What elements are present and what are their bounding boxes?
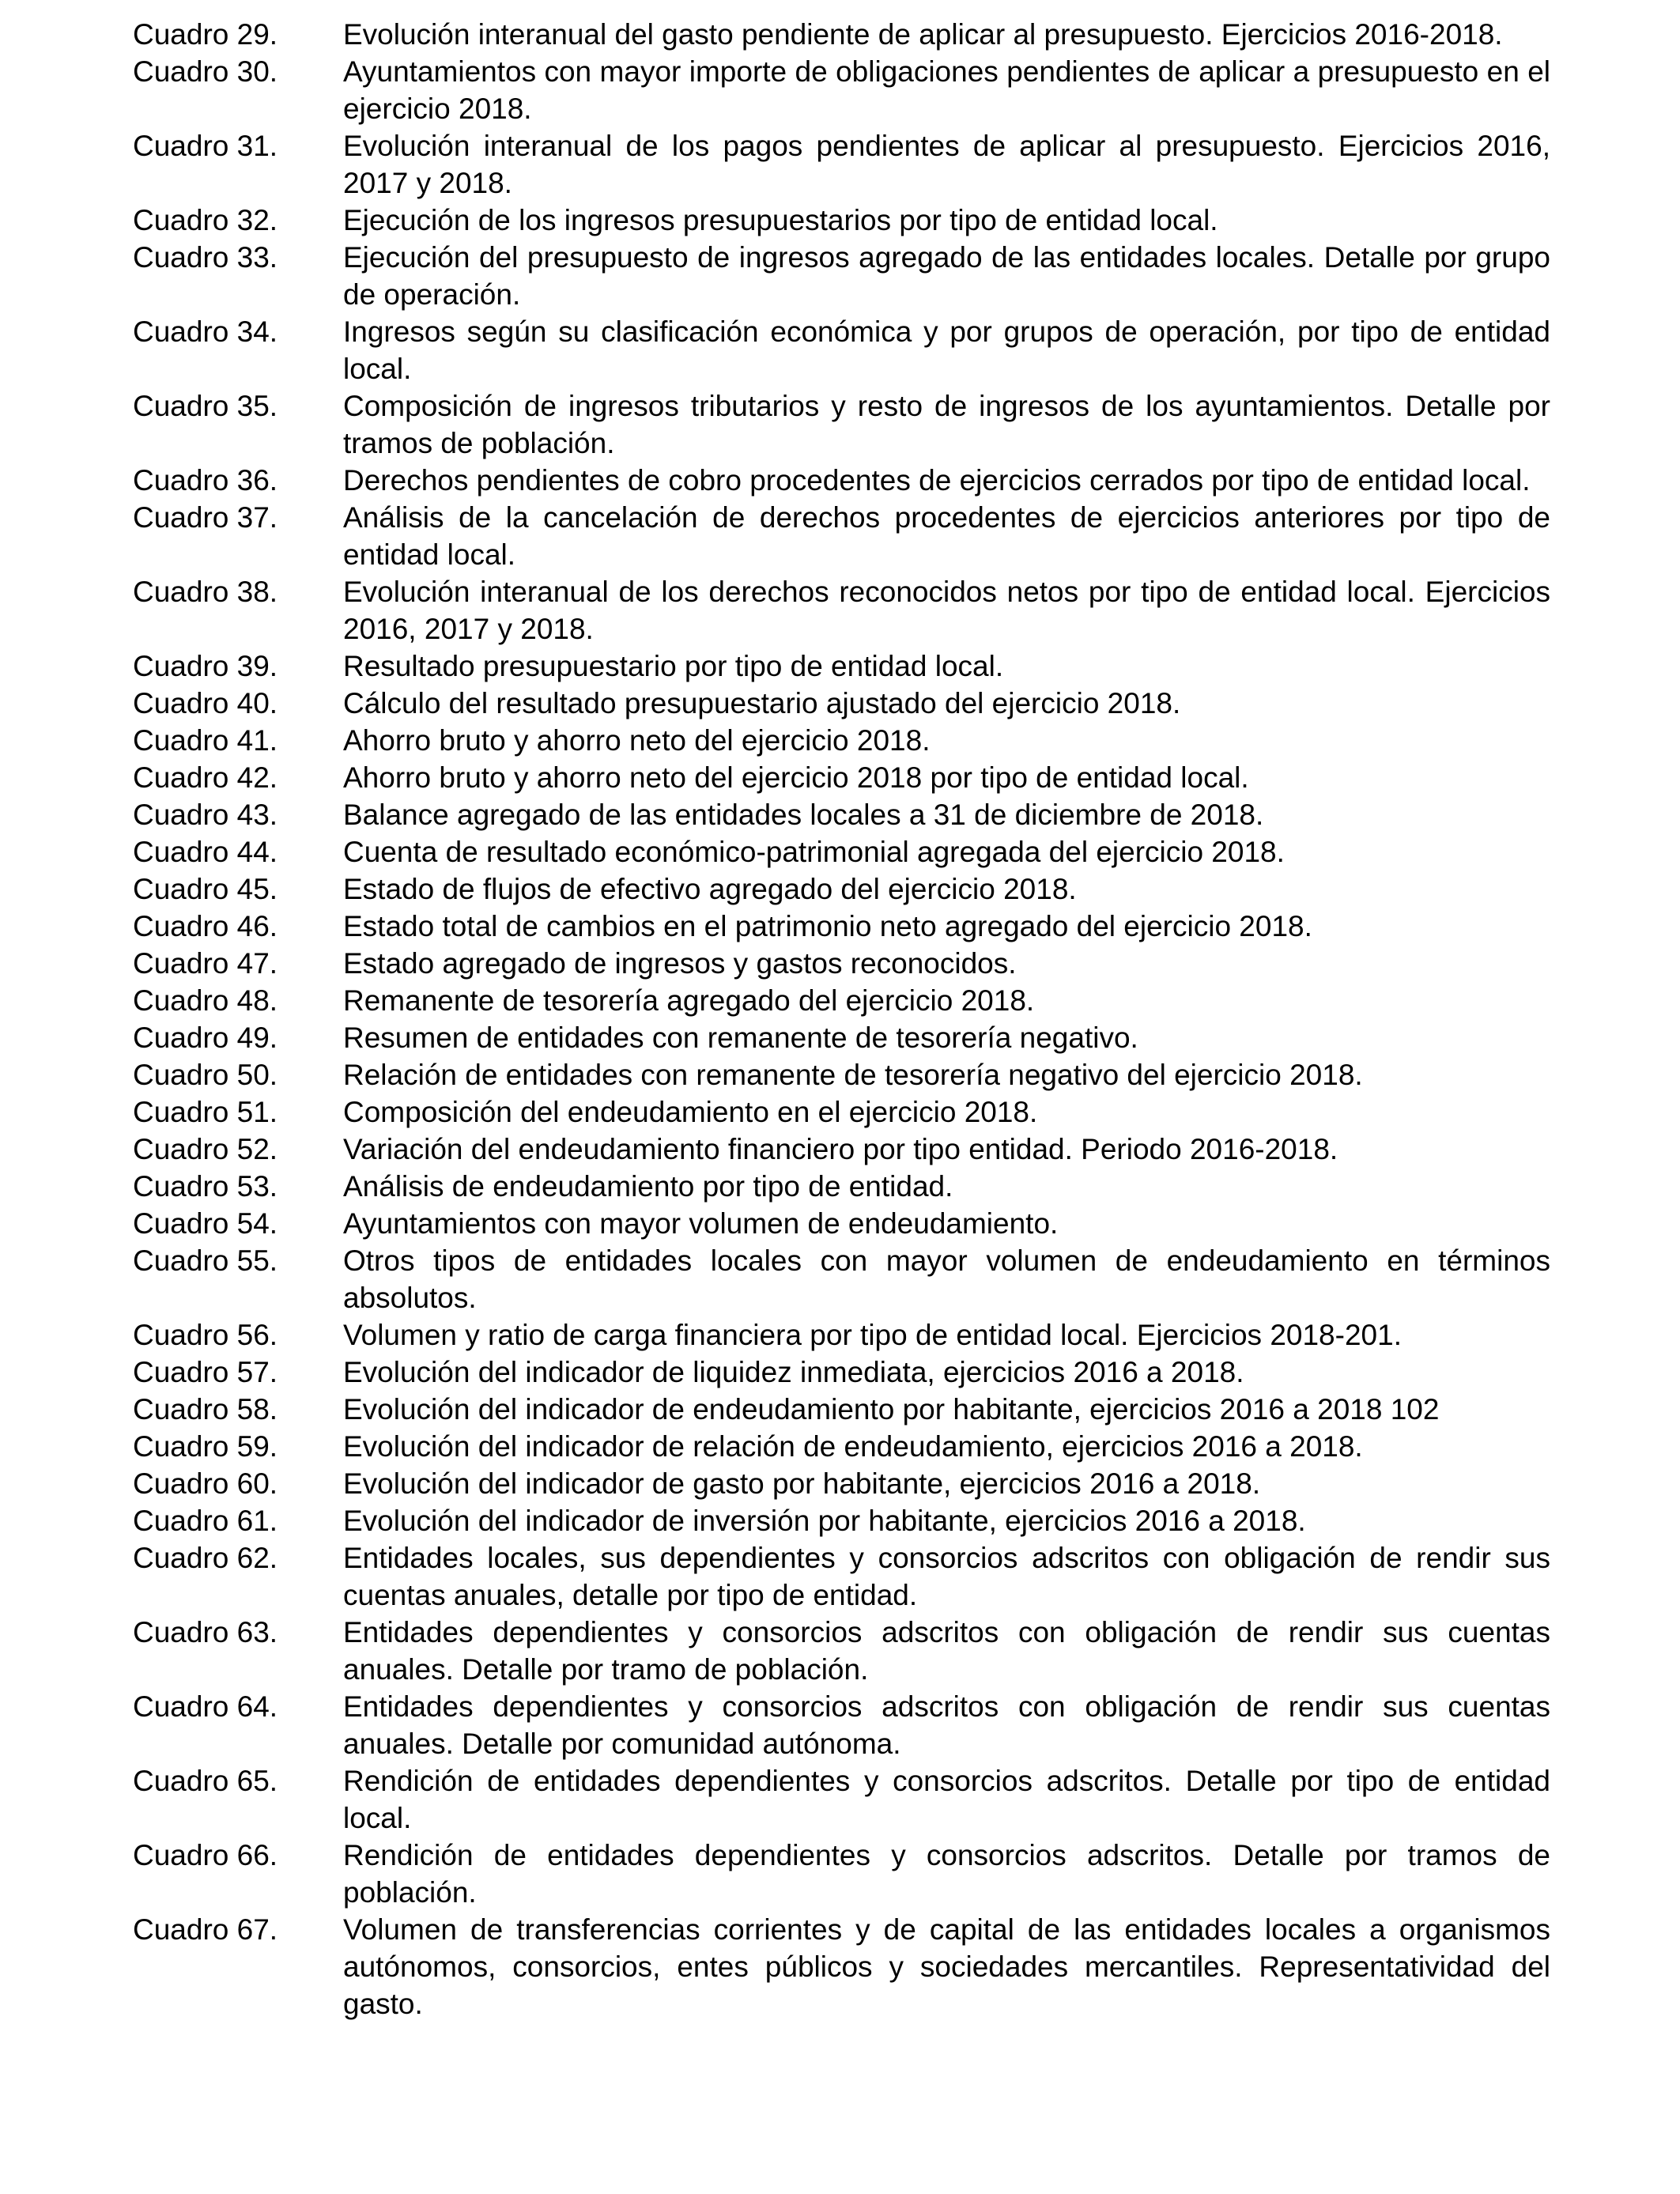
toc-entry [133, 685, 1550, 722]
toc-entry-label: Cuadro 65. [133, 1765, 278, 1797]
toc-entry [133, 722, 1550, 759]
toc-entry-title: Otros tipos de entidades locales con mayor volumen de endeudamiento en términos absolutos. [343, 1244, 1550, 1314]
toc-entry [133, 1502, 1550, 1539]
toc-entry-label: Cuadro 67. [133, 1913, 278, 1946]
toc-entry-title: Ayuntamientos con mayor importe de obligaciones pendientes de aplicar a presupuesto en el ejercicio 2018. [343, 55, 1550, 125]
toc-entry-label: Cuadro 32. [133, 204, 278, 236]
toc-entry [133, 53, 1550, 127]
toc-entry-label: Cuadro 44. [133, 836, 278, 868]
toc-entry-title: Evolución del indicador de liquidez inmediata, ejercicios 2016 a 2018. [343, 1356, 1244, 1388]
toc-entry [133, 1911, 1550, 2022]
toc-entry [133, 648, 1550, 685]
toc-entry-label: Cuadro 57. [133, 1356, 278, 1388]
toc-entry-label: Cuadro 63. [133, 1616, 278, 1648]
toc-entry-title: Ahorro bruto y ahorro neto del ejercicio 2018 por tipo de entidad local. [343, 761, 1249, 794]
toc-entry-title: Rendición de entidades dependientes y consorcios adscritos. Detalle por tipo de entidad local. [343, 1765, 1550, 1834]
toc-entry-label: Cuadro 59. [133, 1430, 278, 1463]
toc-entry-title: Derechos pendientes de cobro procedentes de ejercicios cerrados por tipo de entidad local. [343, 464, 1531, 497]
table-index-list [133, 16, 1550, 2022]
toc-entry [133, 796, 1550, 833]
toc-entry [133, 870, 1550, 908]
toc-entry-title: Variación del endeudamiento financiero por tipo entidad. Periodo 2016-2018. [343, 1133, 1338, 1165]
toc-entry [133, 1837, 1550, 1911]
toc-entry [133, 1205, 1550, 1242]
toc-entry-title: Volumen de transferencias corrientes y de capital de las entidades locales a organismos autónomos, consorcios, entes públicos y sociedades mercantiles. Representatividad del gasto. [343, 1913, 1550, 2020]
toc-entry-title: Composición de ingresos tributarios y resto de ingresos de los ayuntamientos. Detalle por tramos de población. [343, 390, 1550, 459]
toc-entry-label: Cuadro 45. [133, 873, 278, 905]
toc-entry [133, 239, 1550, 313]
toc-entry-label: Cuadro 35. [133, 390, 278, 422]
toc-entry [133, 1316, 1550, 1354]
toc-entry [133, 1242, 1550, 1316]
toc-entry-label: Cuadro 29. [133, 18, 278, 51]
toc-entry [133, 833, 1550, 870]
toc-entry-title: Ahorro bruto y ahorro neto del ejercicio 2018. [343, 724, 931, 757]
toc-entry-title: Análisis de endeudamiento por tipo de entidad. [343, 1170, 953, 1203]
toc-entry-label: Cuadro 49. [133, 1021, 278, 1054]
toc-entry [133, 127, 1550, 202]
toc-entry-title: Evolución del indicador de inversión por habitante, ejercicios 2016 a 2018. [343, 1505, 1306, 1537]
toc-entry-label: Cuadro 42. [133, 761, 278, 794]
toc-entry [133, 313, 1550, 387]
toc-entry [133, 982, 1550, 1019]
toc-entry-label: Cuadro 66. [133, 1839, 278, 1871]
toc-entry-label: Cuadro 36. [133, 464, 278, 497]
toc-entry-label: Cuadro 47. [133, 947, 278, 980]
toc-entry [133, 945, 1550, 982]
toc-entry-label: Cuadro 30. [133, 55, 278, 88]
toc-entry-label: Cuadro 38. [133, 576, 278, 608]
toc-entry-label: Cuadro 34. [133, 315, 278, 348]
toc-entry [133, 1428, 1550, 1465]
toc-entry-label: Cuadro 54. [133, 1207, 278, 1240]
toc-entry-title: Evolución del indicador de gasto por habitante, ejercicios 2016 a 2018. [343, 1467, 1261, 1500]
toc-entry-title: Ejecución del presupuesto de ingresos agregado de las entidades locales. Detalle por grupo de operación. [343, 241, 1550, 311]
toc-entry-title: Resumen de entidades con remanente de tesorería negativo. [343, 1021, 1138, 1054]
toc-entry-label: Cuadro 64. [133, 1690, 278, 1723]
toc-entry-title: Entidades dependientes y consorcios adscritos con obligación de rendir sus cuentas anuales. Detalle por tramo de población. [343, 1616, 1550, 1686]
toc-entry-title: Evolución del indicador de relación de endeudamiento, ejercicios 2016 a 2018. [343, 1430, 1363, 1463]
toc-entry-title: Evolución interanual del gasto pendiente de aplicar al presupuesto. Ejercicios 2016-2018. [343, 18, 1503, 51]
toc-entry-title: Ingresos según su clasificación económica y por grupos de operación, por tipo de entidad local. [343, 315, 1550, 385]
toc-entry-title: Rendición de entidades dependientes y consorcios adscritos. Detalle por tramos de población. [343, 1839, 1550, 1909]
toc-entry-label: Cuadro 46. [133, 910, 278, 942]
toc-entry-label: Cuadro 52. [133, 1133, 278, 1165]
toc-entry-label: Cuadro 43. [133, 799, 278, 831]
toc-entry [133, 202, 1550, 239]
toc-entry [133, 1391, 1550, 1428]
toc-entry-title: Entidades dependientes y consorcios adscritos con obligación de rendir sus cuentas anuales. Detalle por comunidad autónoma. [343, 1690, 1550, 1760]
toc-entry-title: Análisis de la cancelación de derechos procedentes de ejercicios anteriores por tipo de entidad local. [343, 501, 1550, 571]
toc-entry-title: Balance agregado de las entidades locales a 31 de diciembre de 2018. [343, 799, 1264, 831]
toc-entry-label: Cuadro 62. [133, 1542, 278, 1574]
toc-entry-title: Cálculo del resultado presupuestario ajustado del ejercicio 2018. [343, 687, 1181, 719]
toc-entry-title: Remanente de tesorería agregado del ejercicio 2018. [343, 984, 1035, 1017]
toc-entry [133, 1168, 1550, 1205]
toc-entry [133, 462, 1550, 499]
toc-entry [133, 16, 1550, 53]
toc-entry-label: Cuadro 50. [133, 1059, 278, 1091]
toc-entry [133, 1131, 1550, 1168]
toc-entry [133, 499, 1550, 573]
toc-entry-label: Cuadro 40. [133, 687, 278, 719]
toc-entry-title: Estado agregado de ingresos y gastos reconocidos. [343, 947, 1017, 980]
toc-entry-title: Volumen y ratio de carga financiera por tipo de entidad local. Ejercicios 2018-201. [343, 1319, 1402, 1351]
toc-entry [133, 1465, 1550, 1502]
toc-entry-title: Resultado presupuestario por tipo de entidad local. [343, 650, 1004, 682]
toc-entry-label: Cuadro 56. [133, 1319, 278, 1351]
toc-entry [133, 387, 1550, 462]
toc-entry-title: Estado de flujos de efectivo agregado del ejercicio 2018. [343, 873, 1077, 905]
toc-entry [133, 573, 1550, 648]
toc-entry-label: Cuadro 61. [133, 1505, 278, 1537]
toc-entry-label: Cuadro 39. [133, 650, 278, 682]
toc-entry-label: Cuadro 33. [133, 241, 278, 274]
toc-entry [133, 1354, 1550, 1391]
toc-entry-label: Cuadro 60. [133, 1467, 278, 1500]
toc-entry-title: Relación de entidades con remanente de tesorería negativo del ejercicio 2018. [343, 1059, 1363, 1091]
toc-entry-label: Cuadro 55. [133, 1244, 278, 1277]
toc-entry [133, 1614, 1550, 1688]
toc-entry [133, 1056, 1550, 1093]
toc-entry-title: Composición del endeudamiento en el ejercicio 2018. [343, 1096, 1038, 1128]
toc-entry-label: Cuadro 41. [133, 724, 278, 757]
toc-entry [133, 1093, 1550, 1131]
toc-entry-title: Estado total de cambios en el patrimonio neto agregado del ejercicio 2018. [343, 910, 1312, 942]
toc-entry-label: Cuadro 31. [133, 130, 278, 162]
toc-entry [133, 1019, 1550, 1056]
toc-entry-label: Cuadro 53. [133, 1170, 278, 1203]
toc-entry-label: Cuadro 51. [133, 1096, 278, 1128]
toc-entry-title: Ejecución de los ingresos presupuestarios por tipo de entidad local. [343, 204, 1218, 236]
toc-entry-title: Evolución del indicador de endeudamiento por habitante, ejercicios 2016 a 2018 102 [343, 1393, 1440, 1426]
toc-entry-title: Ayuntamientos con mayor volumen de endeudamiento. [343, 1207, 1059, 1240]
toc-entry-title: Evolución interanual de los derechos reconocidos netos por tipo de entidad local. Ejercicios 2016, 2017 y 2018. [343, 576, 1550, 645]
toc-entry-title: Cuenta de resultado económico-patrimonial agregada del ejercicio 2018. [343, 836, 1285, 868]
toc-entry [133, 1762, 1550, 1837]
toc-entry [133, 1539, 1550, 1614]
toc-entry-title: Entidades locales, sus dependientes y consorcios adscritos con obligación de rendir sus cuentas anuales, detalle por tipo de entidad. [343, 1542, 1550, 1611]
toc-entry-label: Cuadro 48. [133, 984, 278, 1017]
toc-entry [133, 759, 1550, 796]
toc-entry [133, 1688, 1550, 1762]
toc-entry-title: Evolución interanual de los pagos pendientes de aplicar al presupuesto. Ejercicios 2016, 2017 y 2018. [343, 130, 1550, 199]
toc-entry-label: Cuadro 37. [133, 501, 278, 534]
toc-entry [133, 908, 1550, 945]
toc-entry-label: Cuadro 58. [133, 1393, 278, 1426]
